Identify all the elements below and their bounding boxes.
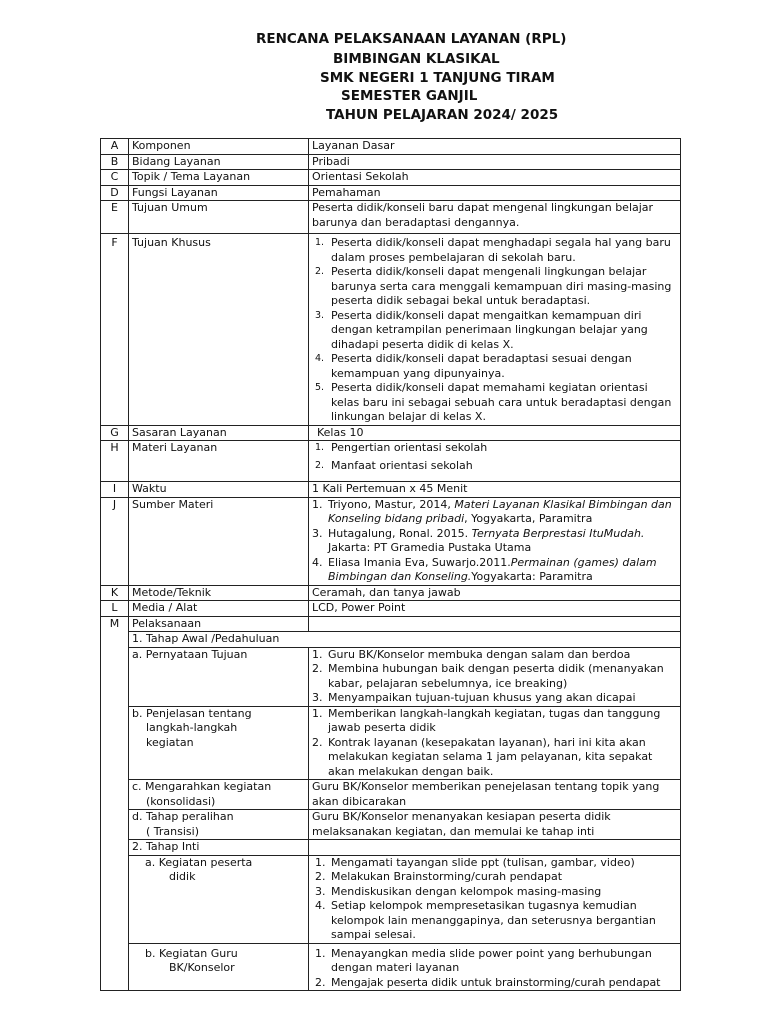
row-value	[309, 840, 681, 856]
step-label: d. Tahap peralihan ( Transisi)	[129, 810, 309, 840]
row-label: Tujuan Umum	[129, 201, 309, 234]
list-item: 1. Menayangkan media slide power point yang berhubungan dengan materi layanan	[315, 946, 652, 974]
step-label: a. Pernyataan Tujuan	[129, 647, 309, 706]
row-value: 1 Kali Pertemuan x 45 Menit	[309, 482, 681, 498]
doc-school-name: SMK NEGERI 1 TANJUNG TIRAM	[320, 70, 555, 86]
table-row	[101, 441, 681, 482]
row-value: Ceramah, dan tanya jawab	[309, 585, 681, 601]
table-row	[101, 632, 681, 648]
table-row	[101, 497, 681, 585]
row-label: Pelaksanaan	[129, 616, 309, 632]
row-label: Bidang Layanan	[129, 154, 309, 170]
doc-semester: SEMESTER GANJIL	[341, 88, 478, 104]
list-item: 2. Peserta didik/konseli dapat mengenali lingkungan belajar barunya serta cara menggali kemampuan diri masing-masing peserta didik sebagai bekal untuk beradaptasi.	[315, 265, 672, 307]
step-list	[309, 706, 681, 780]
list-item: 3. Menyampaikan tujuan-tujuan khusus yang akan dicapai	[312, 691, 636, 704]
step-label: c. Mengarahkan kegiatan (konsolidasi)	[129, 780, 309, 810]
table-row	[101, 943, 681, 991]
sumber-materi-list	[309, 497, 681, 585]
section-heading: 2. Tahap Inti	[129, 840, 309, 856]
row-label: Sasaran Layanan	[129, 425, 309, 441]
table-row	[101, 601, 681, 617]
list-item: 3. Mendiskusikan dengan kelompok masing-masing	[315, 884, 602, 898]
section-heading: 1. Tahap Awal /Pedahuluan	[129, 632, 681, 648]
doc-academic-year: TAHUN PELAJARAN 2024/ 2025	[326, 107, 559, 123]
row-label: Waktu	[129, 482, 309, 498]
doc-title: RENCANA PELAKSANAAN LAYANAN (RPL)	[256, 31, 567, 47]
row-code: J	[101, 497, 129, 585]
table-row	[101, 855, 681, 943]
row-value: Pribadi	[309, 154, 681, 170]
table-row	[101, 585, 681, 601]
table-row	[101, 647, 681, 706]
table-row	[101, 810, 681, 840]
table-row	[101, 154, 681, 170]
list-item: 1. Guru BK/Konselor membuka dengan salam dan berdoa	[312, 647, 631, 661]
list-item: 2. Membina hubungan baik dengan peserta didik (menanyakan kabar, pelajaran sebelumnya, ice breaking)	[312, 662, 664, 690]
row-code: K	[101, 585, 129, 601]
step-label: b. Penjelasan tentang langkah-langkah kegiatan	[129, 706, 309, 780]
list-item: 2. Kontrak layanan (kesepakatan layanan), hari ini kita akan melakukan kegiatan selama 1 jam pelayanan, kita sepakat akan melakukan dengan baik.	[312, 735, 653, 778]
tujuan-khusus-list	[309, 234, 681, 426]
table-row	[101, 425, 681, 441]
table-row	[101, 234, 681, 426]
list-item: 1. Peserta didik/konseli dapat menghadapi segala hal yang baru dalam proses pembelajaran di sekolah baru.	[315, 236, 671, 264]
table-row	[101, 780, 681, 810]
row-code: I	[101, 482, 129, 498]
row-value: LCD, Power Point	[309, 601, 681, 617]
step-list	[309, 647, 681, 706]
row-value: Peserta didik/konseli baru dapat mengenal lingkungan belajar barunya dan beradaptasi dengannya.	[309, 201, 681, 234]
row-label: Sumber Materi	[129, 497, 309, 585]
table-row	[101, 170, 681, 186]
list-item: 1. Pengertian orientasi sekolah	[315, 441, 488, 454]
table-row	[101, 201, 681, 234]
list-item: 2. Manfaat orientasi sekolah	[315, 458, 473, 472]
table-row	[101, 616, 681, 632]
rpl-table	[100, 138, 681, 991]
row-label: Fungsi Layanan	[129, 185, 309, 201]
row-code: M	[101, 616, 129, 991]
row-code: B	[101, 154, 129, 170]
table-row	[101, 706, 681, 780]
row-code: D	[101, 185, 129, 201]
list-item: 4. Eliasa Imania Eva, Suwarjo.2011.Permainan (games) dalam Bimbingan dan Konseling.Yogyakarta: Paramitra	[312, 555, 657, 583]
table-row	[101, 482, 681, 498]
step-label: b. Kegiatan Guru BK/Konselor	[129, 943, 309, 991]
list-item: 4. Peserta didik/konseli dapat beradaptasi sesuai dengan kemampuan yang dipunyainya.	[315, 352, 632, 380]
row-value	[309, 616, 681, 632]
list-item: 3. Peserta didik/konseli dapat mengaitkan kemampuan diri dengan ketrampilan penerimaan lingkungan belajar yang dihadapi peserta didik di kelas X.	[315, 308, 648, 351]
doc-subtitle-bimbingan: BIMBINGAN KLASIKAL	[333, 51, 500, 67]
table-row	[101, 185, 681, 201]
row-label: Tujuan Khusus	[129, 234, 309, 426]
row-label: Media / Alat	[129, 601, 309, 617]
row-label: Materi Layanan	[129, 441, 309, 482]
list-item: 1. Triyono, Mastur, 2014, Materi Layanan Klasikal Bimbingan dan Konseling bidang pribadi, Yogyakarta, Paramitra	[312, 497, 672, 525]
step-value: Guru BK/Konselor memberikan penejelasan tentang topik yang akan dibicarakan	[309, 780, 681, 810]
row-label: Topik / Tema Layanan	[129, 170, 309, 186]
row-value: Pemahaman	[309, 185, 681, 201]
step-value: Guru BK/Konselor menanyakan kesiapan peserta didik melaksanakan kegiatan, dan memulai ke tahap inti	[309, 810, 681, 840]
row-code: F	[101, 234, 129, 426]
materi-list	[309, 441, 681, 482]
row-value: Layanan Dasar	[309, 139, 681, 155]
list-item: 2. Mengajak peserta didik untuk brainstorming/curah pendapat	[315, 975, 661, 989]
row-code: L	[101, 601, 129, 617]
list-item: 5. Peserta didik/konseli dapat memahami kegiatan orientasi kelas baru ini sebagai sebuah cara untuk beradaptasi dengan linkungan belajar di kelas X.	[315, 381, 672, 423]
row-code: A	[101, 139, 129, 155]
step-list	[309, 943, 681, 991]
list-item: 1. Mengamati tayangan slide ppt (tulisan, gambar, video)	[315, 855, 635, 869]
table-row	[101, 139, 681, 155]
list-item: 2. Melakukan Brainstorming/curah pendapat	[315, 870, 563, 883]
list-item: 3. Hutagalung, Ronal. 2015. Ternyata Berprestasi ItuMudah. Jakarta: PT Gramedia Pustaka Utama	[312, 526, 645, 554]
step-label: a. Kegiatan peserta didik	[129, 855, 309, 943]
row-code: E	[101, 201, 129, 234]
step-list	[309, 855, 681, 943]
row-label: Komponen	[129, 139, 309, 155]
row-code: C	[101, 170, 129, 186]
row-code: G	[101, 425, 129, 441]
row-label: Metode/Teknik	[129, 585, 309, 601]
row-value: Kelas 10	[309, 425, 681, 441]
list-item: 1. Memberikan langkah-langkah kegiatan, tugas dan tanggung jawab peserta didik	[312, 706, 661, 734]
row-code: H	[101, 441, 129, 482]
list-item: 4. Setiap kelompok mempresetasikan tugasnya kemudian kelompok lain menanggapinya, dan seterusnya bergantian sampai selesai.	[315, 899, 656, 941]
table-row	[101, 840, 681, 856]
row-value: Orientasi Sekolah	[309, 170, 681, 186]
